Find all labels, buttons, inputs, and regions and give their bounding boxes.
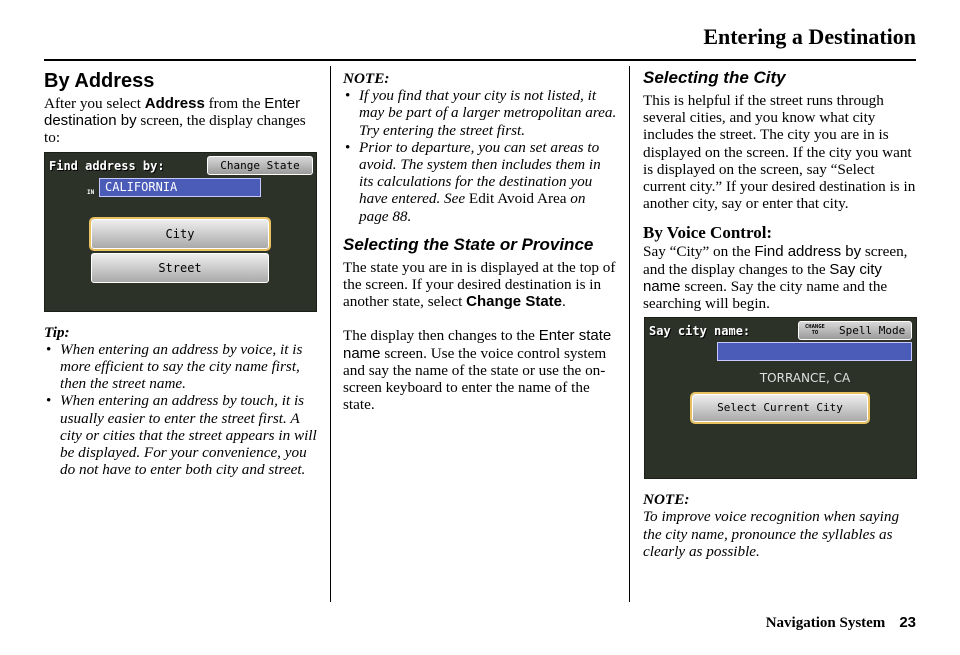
street-button[interactable]: Street (91, 253, 269, 283)
state-paragraph-1 (343, 259, 618, 311)
city-paragraph-1: This is helpful if the street runs through several cities, and you know what city includes the street. The city you are in is displayed on the screen. If the city you want is displayed on the screen, say “Select current city.” If your desired destination is in another city, say or enter that city. (643, 92, 916, 213)
note-text-city: To improve voice recognition when saying the city name, pronounce the syllables as clearly as possible. (643, 508, 900, 560)
intro-screen-name: Enter destination by (44, 95, 301, 130)
say-city-screen-title: Say city name: (649, 324, 751, 339)
tip-item: • When entering an address by voice, it is more efficient to say the city name first, then the street name. (44, 341, 319, 393)
state-para2-text-c: screen. Use the voice control system and say the name of the state or use the on-screen keyboard to enter the name of the state. (343, 344, 607, 414)
note-label: NOTE: (343, 70, 390, 87)
column-divider-2 (629, 66, 630, 602)
state-para1-text: The state you are in is displayed at the top of the screen. If your desired destination is in another state, select (343, 258, 616, 311)
change-to-spell-mode-button[interactable] (798, 321, 912, 340)
voice-paragraph (643, 243, 918, 312)
city-button[interactable]: City (91, 219, 269, 249)
column-divider-1 (330, 66, 331, 602)
say-city-name-screenshot (644, 317, 917, 479)
select-current-city-button[interactable]: Select Current City (692, 394, 868, 422)
note-item: • If you find that your city is not listed, it may be part of a larger metropolitan area. Try entering the street first. (343, 87, 618, 139)
intro-text-c: from the (204, 95, 265, 112)
find-address-screenshot (44, 152, 317, 312)
change-state-button[interactable]: Change State (207, 156, 313, 175)
header-rule (44, 59, 916, 61)
change-to-label (805, 324, 825, 336)
note-item-text: Prior to departure, you can set areas to avoid. The system then includes them in its calculations for the destination you have entered. See (359, 138, 601, 208)
change-label: CHANGE (805, 324, 825, 331)
paragraph-gap (343, 310, 618, 327)
section-heading-by-address: By Address (44, 70, 155, 92)
state-paragraph-2 (343, 327, 618, 413)
footer-system-name: Navigation System (765, 615, 886, 631)
edit-avoid-area-reference: Edit Avoid Area (468, 190, 567, 208)
note-item-avoid-area (343, 139, 618, 225)
note-list (343, 87, 618, 225)
city-name-input-field[interactable] (717, 342, 912, 361)
voice-text-a: Say “City” on the (643, 243, 755, 261)
tip-item: • When entering an address by touch, it is usually easier to enter the street first. A city or cities that the street appears in will be displayed. For your convenience, you do not have to enter both city and street. (44, 392, 319, 478)
intro-paragraph (44, 95, 319, 147)
column-1 (44, 66, 319, 478)
state-in-tag: IN (87, 188, 95, 196)
enter-state-name-term: Enter state name (343, 327, 612, 362)
tip-list (44, 341, 319, 479)
voice-text-e: screen. Say the city name and the searching will begin. (643, 277, 888, 313)
change-state-term: Change State (466, 293, 562, 311)
state-field: CALIFORNIA (99, 178, 261, 197)
state-para2-text-a: The display then changes to the (343, 327, 539, 345)
voice-text-c: screen, and the display changes to the (643, 243, 908, 278)
find-address-by-term: Find address by (754, 243, 862, 261)
subheading-selecting-state: Selecting the State or Province (343, 234, 594, 254)
column-3 (643, 66, 918, 560)
column-2 (343, 66, 618, 413)
find-address-screen-title: Find address by: (49, 158, 165, 173)
page-footer (766, 614, 916, 632)
intro-text-a: After you select (44, 95, 145, 112)
say-city-name-term: Say city name (643, 260, 882, 295)
current-city-label: TORRANCE, CA (759, 371, 851, 386)
to-label: TO (811, 330, 819, 337)
state-para1-end: . (562, 293, 566, 311)
tip-label: Tip: (44, 323, 70, 341)
note-label-city: NOTE: (643, 491, 690, 509)
note-page-reference: on page 88. (359, 190, 586, 225)
page-number: 23 (899, 614, 916, 631)
intro-address-term: Address (144, 95, 205, 112)
subheading-selecting-city: Selecting the City (643, 68, 786, 87)
voice-control-heading: By Voice Control: (643, 223, 773, 243)
page-header-title: Entering a Destination (703, 24, 916, 49)
intro-text-e: screen, the display changes to: (44, 112, 306, 147)
spell-mode-label: Spell Mode (839, 324, 906, 338)
